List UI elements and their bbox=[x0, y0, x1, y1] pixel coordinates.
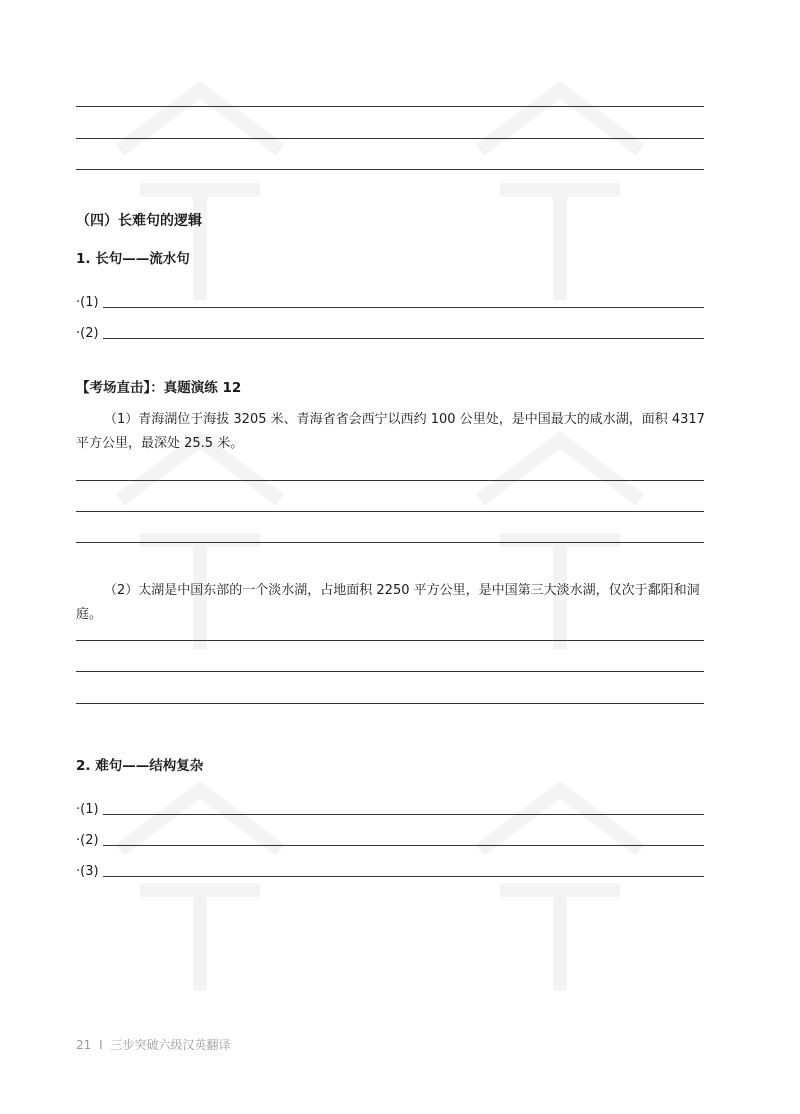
exam-question-1: （1）青海湖位于海拔 3205 米、青海省省会西宁以西约 100 公里处，是中国最大的咸水湖，面积 4317 平方公里，最深处 25.5 米。 bbox=[76, 412, 705, 451]
answer-line[interactable] bbox=[76, 138, 704, 139]
part2-blank-1[interactable] bbox=[76, 797, 704, 817]
item-label: ·(3) bbox=[76, 864, 99, 879]
book-title: 三步突破六级汉英翻译 bbox=[110, 1038, 231, 1052]
part1-blank-2[interactable] bbox=[76, 321, 704, 341]
page-number: 21 bbox=[76, 1038, 92, 1052]
answer-line bbox=[103, 845, 704, 846]
answer-line[interactable] bbox=[76, 169, 704, 170]
page-footer bbox=[76, 1036, 231, 1053]
part2-heading: 2. 难句——结构复杂 bbox=[76, 758, 204, 774]
answer-line bbox=[103, 307, 704, 308]
footer-separator: I bbox=[99, 1038, 103, 1052]
exam-heading: 【考场直击】：真题演练 12 bbox=[76, 380, 242, 396]
exam-question-2: （2）太湖是中国东部的一个淡水湖，占地面积 2250 平方公里，是中国第三大淡水湖，仅次于鄱阳和洞庭。 bbox=[76, 583, 700, 622]
answer-line[interactable] bbox=[76, 640, 704, 641]
answer-line[interactable] bbox=[76, 106, 704, 107]
part2-blank-2[interactable] bbox=[76, 828, 704, 848]
answer-line bbox=[103, 814, 704, 815]
answer-line[interactable] bbox=[76, 511, 704, 512]
answer-line[interactable] bbox=[76, 703, 704, 704]
answer-line bbox=[103, 338, 704, 339]
part2-blank-3[interactable] bbox=[76, 859, 704, 879]
item-label: ·(2) bbox=[76, 833, 99, 848]
section-heading: （四）长难句的逻辑 bbox=[76, 213, 202, 229]
part1-heading: 1. 长句——流水句 bbox=[76, 251, 190, 267]
item-label: ·(1) bbox=[76, 295, 99, 310]
answer-line bbox=[103, 876, 704, 877]
answer-line[interactable] bbox=[76, 671, 704, 672]
answer-line[interactable] bbox=[76, 480, 704, 481]
item-label: ·(2) bbox=[76, 326, 99, 341]
part1-blank-1[interactable] bbox=[76, 290, 704, 310]
answer-line[interactable] bbox=[76, 542, 704, 543]
item-label: ·(1) bbox=[76, 802, 99, 817]
